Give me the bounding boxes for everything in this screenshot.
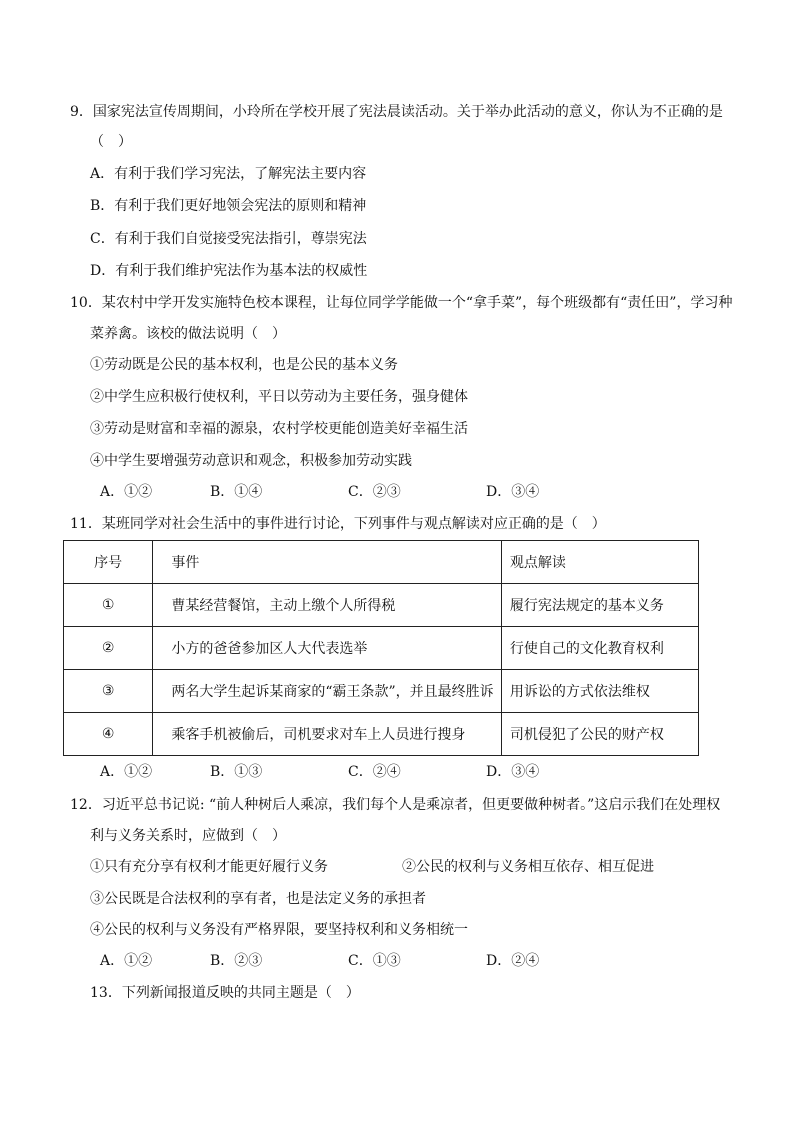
q11-answer-c: C．②④	[348, 764, 401, 780]
table-row	[64, 713, 699, 756]
header-interpretation: 观点解读	[501, 541, 698, 584]
row-event: 两名大学生起诉某商家的“霸王条款”，并且最终胜诉	[153, 670, 501, 713]
row-interpretation: 用诉讼的方式依法维权	[501, 670, 698, 713]
q12-statement-4: ④公民的权利与义务没有严格界限，要坚持权利和义务相统一	[90, 922, 468, 938]
table-row	[64, 584, 699, 627]
q11-answer-d: D．③④	[486, 764, 540, 780]
q12-stem-line1: 12．习近平总书记说: “前人种树后人乘凉，我们每个人是乘凉者，但更要做种树者。”这启示我们在处理权	[70, 797, 721, 813]
row-interpretation: 司机侵犯了公民的财产权	[501, 713, 698, 756]
row-number: ③	[64, 670, 153, 713]
q9-option-d: D．有利于我们维护宪法作为基本法的权威性	[90, 263, 368, 279]
row-event: 乘客手机被偷后，司机要求对车上人员进行搜身	[153, 713, 501, 756]
q10-answer-c: C．②③	[348, 484, 401, 500]
q10-answer-d: D．③④	[486, 484, 540, 500]
q10-stem-line1: 10．某农村中学开发实施特色校本课程，让每位同学学能做一个“拿手菜”，每个班级都有“责任田”，学习种	[70, 295, 733, 311]
q10-statement-3: ③劳动是财富和幸福的源泉，农村学校更能创造美好幸福生活	[90, 421, 468, 437]
row-number: ①	[64, 584, 153, 627]
q10-stem-line2: 菜养禽。该校的做法说明（ ）	[90, 326, 286, 342]
q9-answer-paren: （ ）	[90, 134, 132, 150]
q10-statement-2: ②中学生应积极行使权利，平日以劳动为主要任务，强身健体	[90, 389, 468, 405]
q10-statement-1: ①劳动既是公民的基本权利，也是公民的基本义务	[90, 357, 398, 373]
q11-stem: 11．某班同学对社会生活中的事件进行讨论，下列事件与观点解读对应正确的是（ ）	[70, 516, 606, 532]
table-row	[64, 627, 699, 670]
q11-answer-b: B．①③	[210, 764, 263, 780]
q13-stem: 13．下列新闻报道反映的共同主题是（ ）	[90, 985, 360, 1001]
row-interpretation: 履行宪法规定的基本义务	[501, 584, 698, 627]
q11-events-table	[63, 540, 699, 756]
row-number: ④	[64, 713, 153, 756]
table-row	[64, 670, 699, 713]
q12-answer-d: D．②④	[486, 953, 540, 969]
q9-stem: 9．国家宪法宣传周期间，小玲所在学校开展了宪法晨读活动。关于举办此活动的意义，你认为不正确的是	[70, 104, 723, 120]
q10-answer-a: A．①②	[100, 484, 153, 500]
q12-answer-a: A．①②	[100, 953, 153, 969]
q10-statement-4: ④中学生要增强劳动意识和观念，积极参加劳动实践	[90, 453, 412, 469]
q12-answer-c: C．①③	[348, 953, 401, 969]
q12-statement-3: ③公民既是合法权利的享有者，也是法定义务的承担者	[90, 891, 426, 907]
row-interpretation: 行使自己的文化教育权利	[501, 627, 698, 670]
row-event: 曹某经营餐馆，主动上缴个人所得税	[153, 584, 501, 627]
q12-statement-1: ①只有充分享有权利才能更好履行义务	[90, 859, 328, 875]
row-number: ②	[64, 627, 153, 670]
q12-statement-2: ②公民的权利与义务相互依存、相互促进	[402, 859, 654, 875]
q10-answer-b: B．①④	[210, 484, 263, 500]
header-event: 事件	[153, 541, 501, 584]
q9-option-a: A．有利于我们学习宪法，了解宪法主要内容	[90, 166, 367, 182]
q11-answer-a: A．①②	[100, 764, 153, 780]
q12-answer-b: B．②③	[210, 953, 263, 969]
q12-stem-line2: 利与义务关系时，应做到（ ）	[90, 828, 286, 844]
table-header-row	[64, 541, 699, 584]
row-event: 小方的爸爸参加区人大代表选举	[153, 627, 501, 670]
q9-option-c: C．有利于我们自觉接受宪法指引，尊崇宪法	[90, 231, 367, 247]
q9-option-b: B．有利于我们更好地领会宪法的原则和精神	[90, 198, 367, 214]
header-number: 序号	[64, 541, 153, 584]
